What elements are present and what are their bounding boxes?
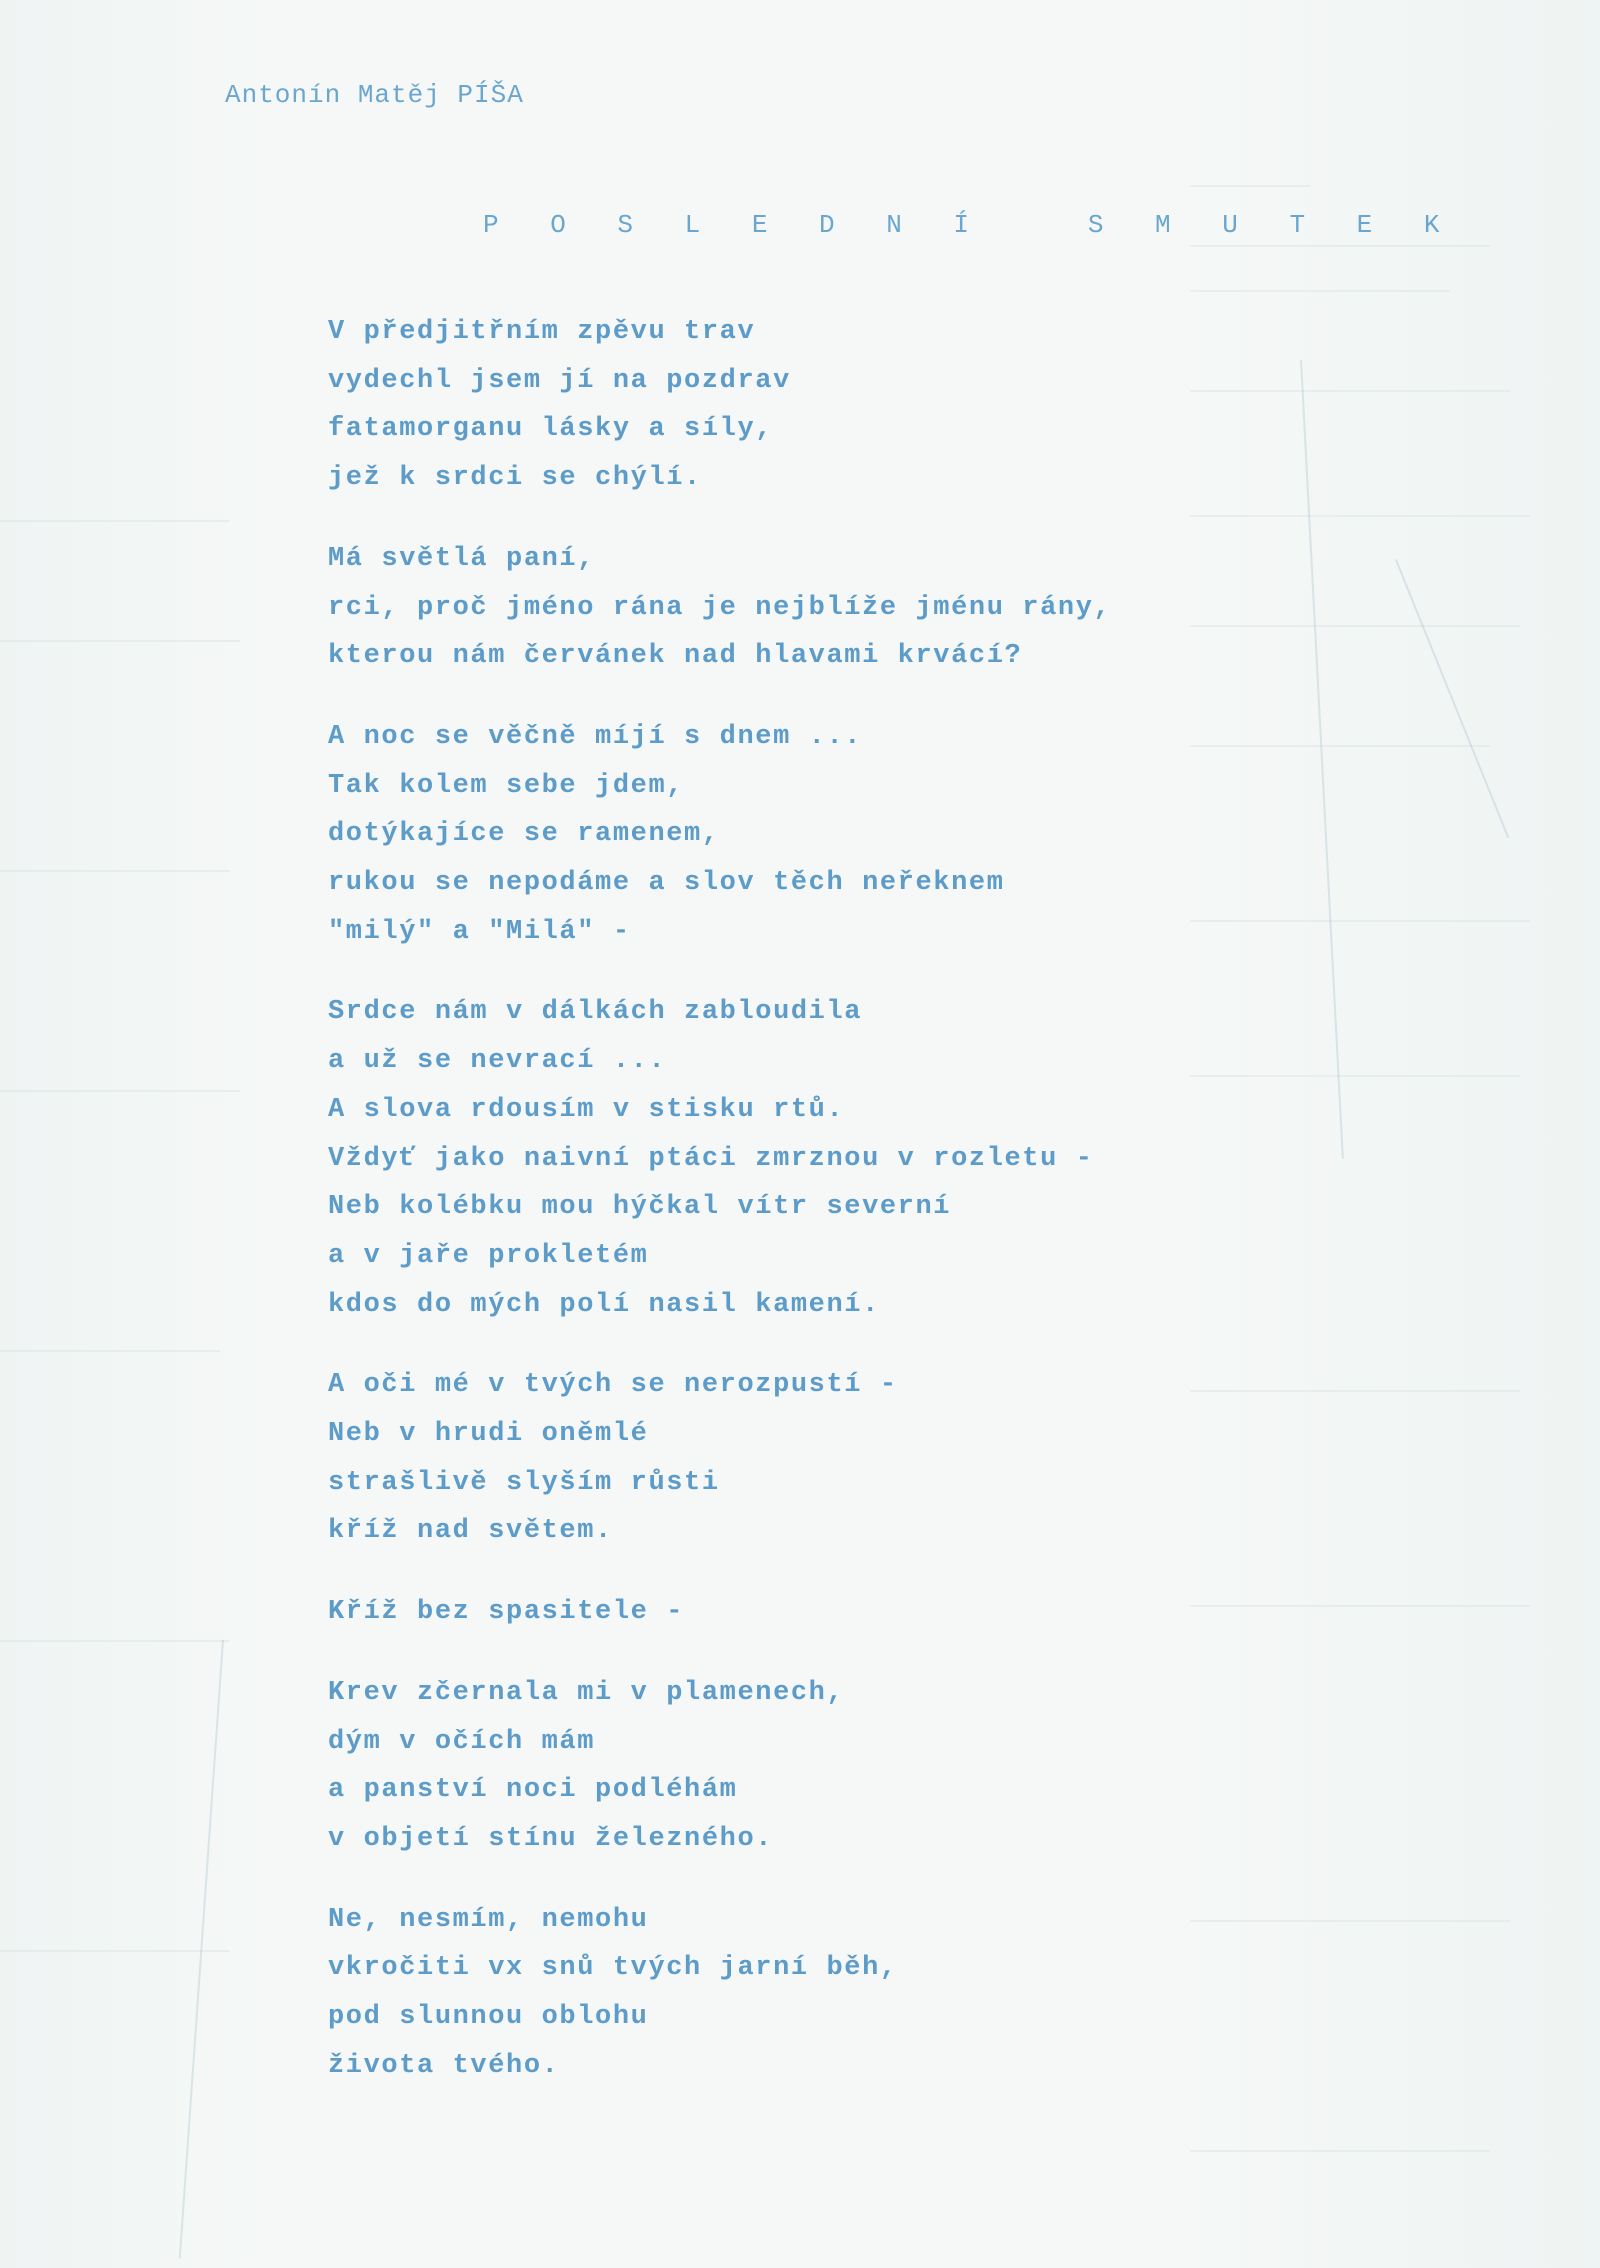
poem-line: v objetí stínu železného. <box>328 1823 774 1854</box>
poem-line: kterou nám červánek nad hlavami krvácí? <box>328 641 1023 672</box>
poem-line: a už se nevrací ... <box>328 1046 667 1077</box>
stanza <box>328 535 1508 681</box>
poem-title: P O S L E D N Í S M U T E K <box>483 210 1458 240</box>
poem-line: jež k srdci se chýlí. <box>328 463 702 494</box>
poem-line: kdos do mých polí nasil kamení. <box>328 1289 880 1320</box>
poem-line: Neb v hrudi oněmlé <box>328 1419 649 1450</box>
bleed-through-line <box>0 640 240 642</box>
poem-line: vydechl jsem jí na pozdrav <box>328 365 791 396</box>
poem-line: Kříž bez spasitele - <box>328 1597 685 1628</box>
bleed-through-line <box>1190 185 1310 187</box>
stanza <box>328 308 1508 503</box>
poem-body <box>328 308 1508 2123</box>
poem-line: vkročiti vx snů tvých jarní běh, <box>328 1953 898 1984</box>
poem-line: dým v očích mám <box>328 1726 596 1757</box>
stanza <box>328 1588 1508 1637</box>
bleed-through-line <box>0 1950 230 1952</box>
poem-line: A noc se věčně míjí s dnem ... <box>328 721 863 752</box>
poem-line: "milý" a "Milá" - <box>328 916 631 947</box>
poem-line: A slova rdousím v stisku rtů. <box>328 1094 845 1125</box>
poem-line: Neb kolébku mou hýčkal vítr severní <box>328 1192 952 1223</box>
poem-line: kříž nad světem. <box>328 1516 613 1547</box>
poem-line: A oči mé v tvých se nerozpustí - <box>328 1370 898 1401</box>
stanza <box>328 1669 1508 1864</box>
bleed-through-line <box>1190 2150 1490 2152</box>
bleed-through-line <box>0 1640 230 1642</box>
author-name: Antonín Matěj PÍŠA <box>225 80 524 110</box>
bleed-through-line <box>0 1350 220 1352</box>
stanza <box>328 1361 1508 1556</box>
poem-line: Srdce nám v dálkách zabloudila <box>328 997 863 1028</box>
poem-line: fatamorganu lásky a síly, <box>328 414 774 445</box>
poem-line: Krev zčernala mi v plamenech, <box>328 1677 845 1708</box>
bleed-through-line <box>1190 290 1450 292</box>
bleed-through-line <box>1190 245 1490 247</box>
bleed-through-line <box>0 520 230 522</box>
poem-line: rukou se nepodáme a slov těch neřeknem <box>328 868 1005 899</box>
poem-line: Ne, nesmím, nemohu <box>328 1904 649 1935</box>
stanza <box>328 713 1508 957</box>
poem-line: dotýkajíce se ramenem, <box>328 819 720 850</box>
poem-line: a panství noci podléhám <box>328 1775 738 1806</box>
poem-line: a v jaře prokletém <box>328 1240 649 1271</box>
poem-line: Má světlá paní, <box>328 543 596 574</box>
bleed-through-line <box>0 1090 240 1092</box>
poem-line: V předjitřním zpěvu trav <box>328 317 756 347</box>
poem-line: rci, proč jméno rána je nejblíže jménu rány, <box>328 592 1112 623</box>
poem-line: života tvého. <box>328 2050 560 2081</box>
poem-line: strašlivě slyším růsti <box>328 1467 720 1498</box>
poem-line: Vždyť jako naivní ptáci zmrznou v rozletu - <box>328 1143 1094 1174</box>
stanza <box>328 988 1508 1329</box>
stanza <box>328 1896 1508 2091</box>
bleed-through-line <box>0 870 230 872</box>
poem-line: pod slunnou oblohu <box>328 2002 649 2033</box>
poem-line: Tak kolem sebe jdem, <box>328 770 685 801</box>
